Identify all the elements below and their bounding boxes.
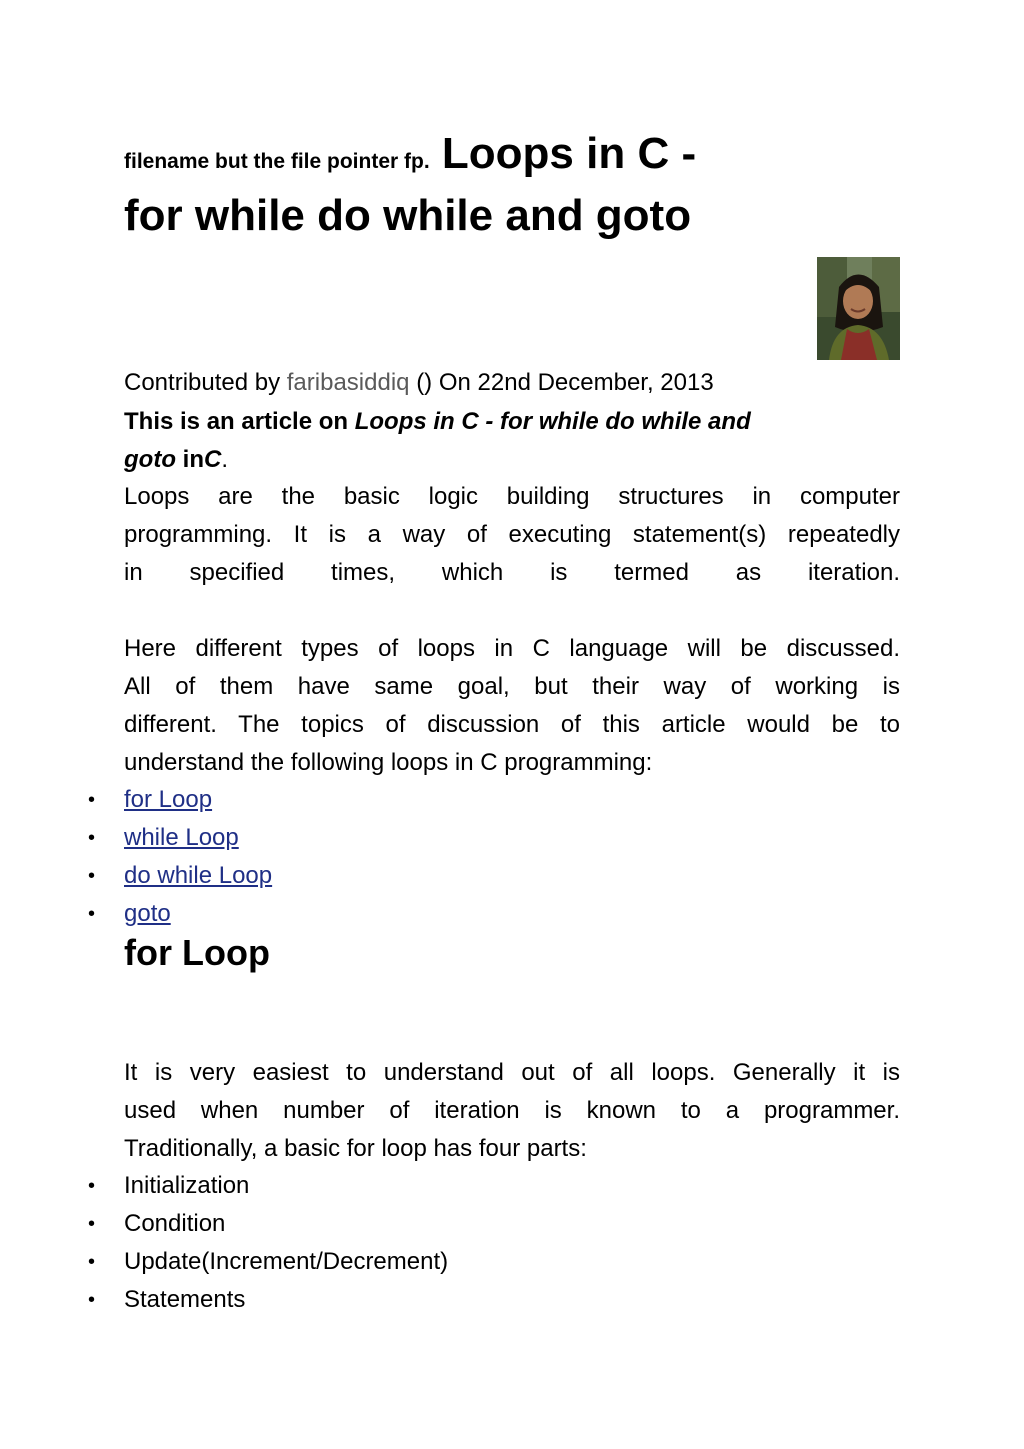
intro-in: in (182, 446, 204, 473)
article-title (124, 126, 900, 242)
paragraph2-line4: understand the following loops in C programming: (124, 749, 653, 776)
paragraph1-line2: programming. It is a way of executing statement(s) repeatedly (124, 521, 900, 548)
author-photo-icon-graphic (817, 257, 900, 360)
toc-link-goto[interactable]: goto (124, 900, 171, 927)
list-item (0, 781, 900, 819)
list-item (0, 1205, 900, 1243)
list-item (0, 1167, 900, 1205)
toc-link-while-loop[interactable]: while Loop (124, 824, 239, 851)
author-link[interactable]: faribasiddiq (286, 369, 410, 396)
section-heading-for-loop: for Loop (124, 932, 270, 973)
bullet: • (88, 1251, 96, 1273)
paragraph1-line1: Loops are the basic logic building structures in computer (124, 483, 900, 510)
intro-line1 (124, 403, 900, 441)
author-photo-icon (817, 257, 900, 360)
bullet: • (88, 827, 96, 849)
byline-prefix: Contributed by (124, 369, 281, 396)
bullet: • (88, 903, 96, 925)
list-item-label: Statements (124, 1286, 246, 1313)
intro-text: This is an article on (124, 408, 349, 435)
toc-list (0, 781, 900, 933)
intro-topic: Loops in C - for while do while and (354, 408, 751, 435)
byline (124, 364, 900, 402)
bullet: • (88, 1213, 96, 1235)
list-item-label: Initialization (124, 1172, 250, 1199)
bullet: • (88, 1175, 96, 1197)
bullet: • (88, 789, 96, 811)
paragraph2-line1: Here different types of loops in C language will be discussed. (124, 635, 900, 662)
paragraph2-line3: different. The topics of discussion of this article would be to (124, 711, 900, 738)
toc-link-do-while-loop[interactable]: do while Loop (124, 862, 273, 889)
list-item (0, 1243, 900, 1281)
bullet: • (88, 865, 96, 887)
bullet: • (88, 1289, 96, 1311)
for-loop-para-line1: It is very easiest to understand out of all loops. Generally it is (124, 1059, 900, 1086)
title-prefix: filename but the file pointer fp. (124, 150, 430, 173)
list-item-label: Condition (124, 1210, 226, 1237)
list-item (0, 895, 900, 933)
for-loop-para-line2: used when number of iteration is known to a programmer. (124, 1097, 900, 1124)
title-main-line1: Loops in C - (441, 129, 697, 178)
intro-line2 (124, 441, 900, 479)
list-item (0, 1281, 900, 1319)
intro-goto: goto (124, 446, 176, 473)
title-main-line2: for while do while and goto (124, 191, 692, 240)
intro-period: . (221, 446, 228, 473)
for-loop-parts-list (0, 1167, 900, 1319)
for-loop-para-line3: Traditionally, a basic for loop has four parts: (124, 1135, 587, 1162)
list-item (0, 819, 900, 857)
list-item (0, 857, 900, 895)
toc-link-for-loop[interactable]: for Loop (124, 786, 213, 813)
list-item-label: Update(Increment/Decrement) (124, 1248, 449, 1275)
intro-c: C (203, 446, 222, 473)
byline-date: () On 22nd December, 2013 (416, 369, 714, 396)
paragraph2-line2: All of them have same goal, but their way of working is (124, 673, 900, 700)
paragraph1-line3: in specified times, which is termed as iteration. (124, 559, 900, 586)
